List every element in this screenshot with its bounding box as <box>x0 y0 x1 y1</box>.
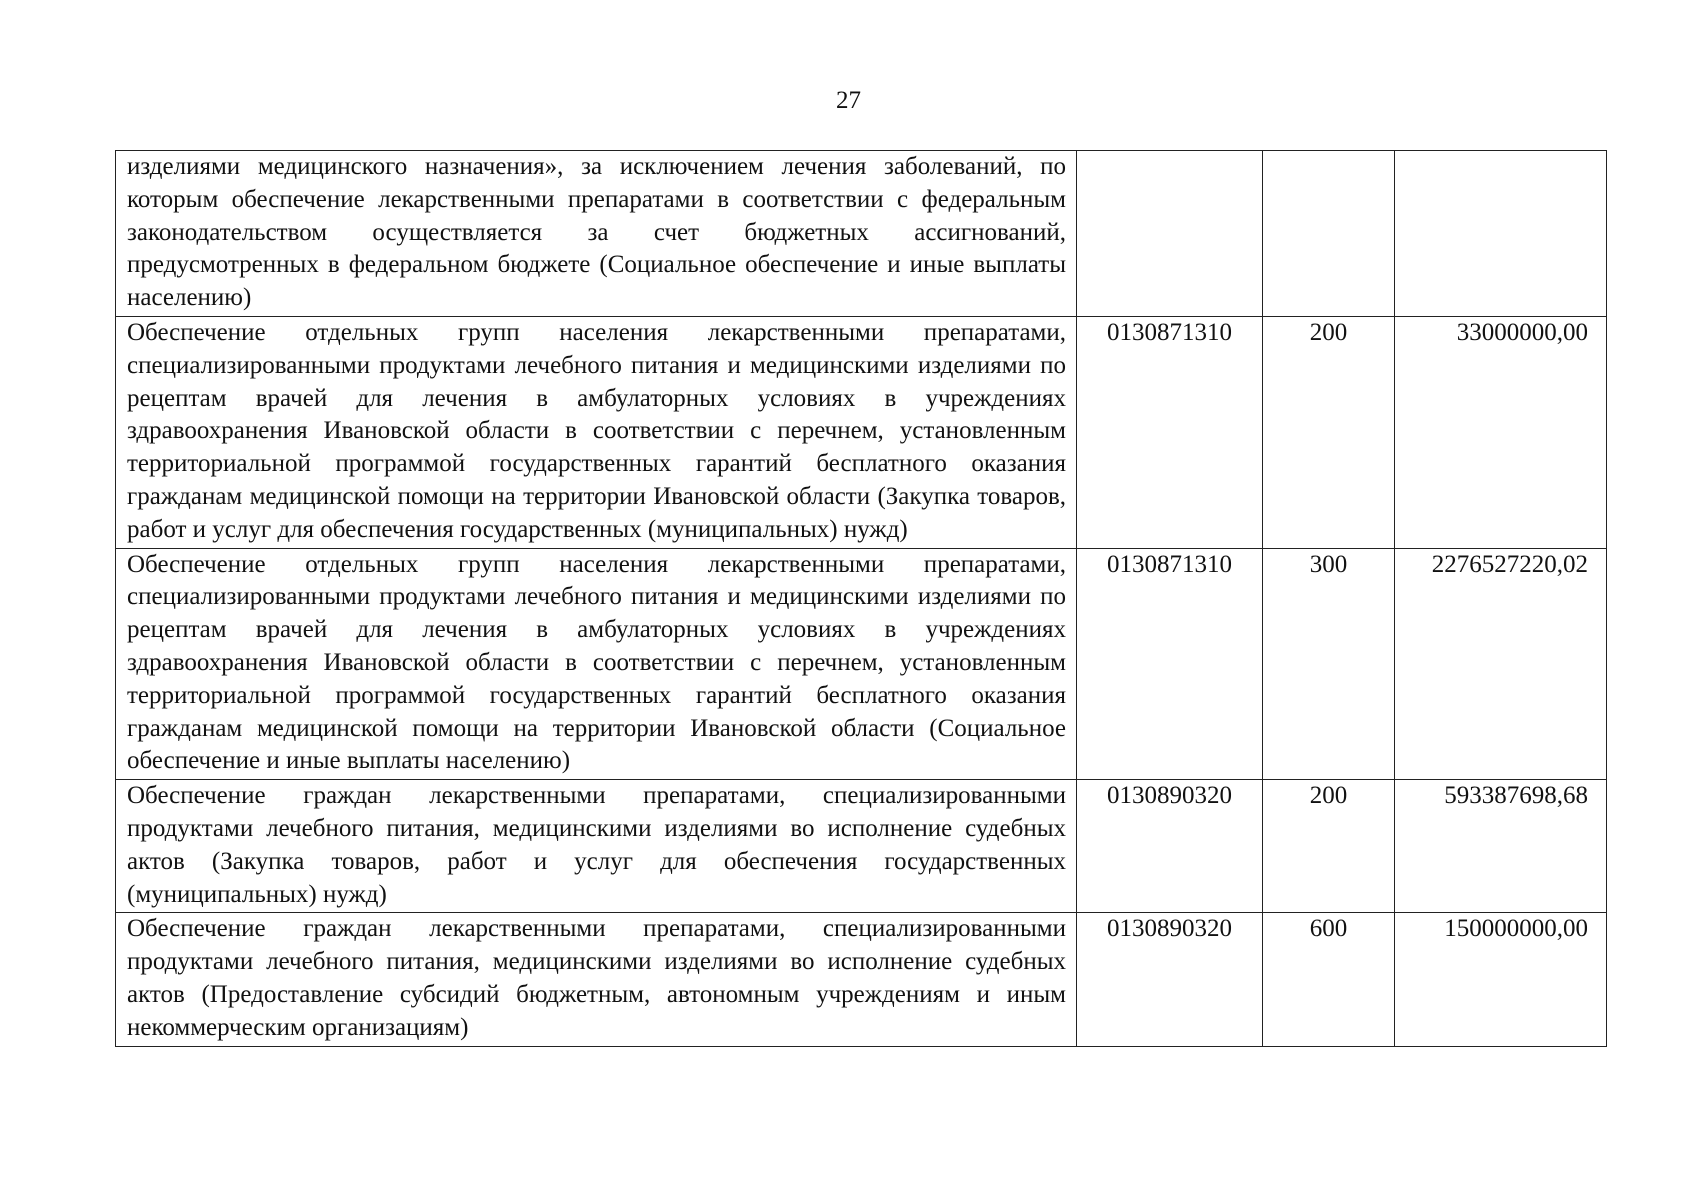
row-target-code: 0130890320 <box>1077 913 1263 1046</box>
row-amount <box>1395 151 1607 317</box>
row-amount: 593387698,68 <box>1395 780 1607 913</box>
row-expense-type: 200 <box>1263 316 1395 548</box>
row-target-code: 0130871310 <box>1077 548 1263 780</box>
row-description: Обеспечение отдельных групп населения лекарственными препаратами, специализированными продуктами лечебного питания и медицинскими изделиями по рецептам врачей для лечения в амбулаторных условиях в учреждениях здравоохранения Ивановской области в соответствии с перечнем, установленным территориальной программой государственных гарантий бесплатного оказания гражданам медицинской помощи на территории Ивановской области (Социальное обеспечение и иные выплаты населению) <box>116 548 1077 780</box>
row-target-code <box>1077 151 1263 317</box>
row-amount: 2276527220,02 <box>1395 548 1607 780</box>
row-expense-type: 300 <box>1263 548 1395 780</box>
row-expense-type <box>1263 151 1395 317</box>
row-description: Обеспечение отдельных групп населения лекарственными препаратами, специализированными продуктами лечебного питания и медицинскими изделиями по рецептам врачей для лечения в амбулаторных условиях в учреждениях здравоохранения Ивановской области в соответствии с перечнем, установленным территориальной программой государственных гарантий бесплатного оказания гражданам медицинской помощи на территории Ивановской области (Закупка товаров, работ и услуг для обеспечения государственных (муниципальных) нужд) <box>116 316 1077 548</box>
row-target-code: 0130871310 <box>1077 316 1263 548</box>
row-expense-type: 200 <box>1263 780 1395 913</box>
table-row <box>116 151 1607 317</box>
row-amount: 150000000,00 <box>1395 913 1607 1046</box>
row-description: Обеспечение граждан лекарственными препаратами, специализированными продуктами лечебного питания, медицинскими изделиями во исполнение судебных актов (Закупка товаров, работ и услуг для обеспечения государственных (муниципальных) нужд) <box>116 780 1077 913</box>
row-target-code: 0130890320 <box>1077 780 1263 913</box>
table-row <box>116 548 1607 780</box>
table-row <box>116 780 1607 913</box>
row-expense-type: 600 <box>1263 913 1395 1046</box>
row-amount: 33000000,00 <box>1395 316 1607 548</box>
page-number: 27 <box>836 87 861 114</box>
table-row <box>116 913 1607 1046</box>
table-row <box>116 316 1607 548</box>
row-description: изделиями медицинского назначения», за исключением лечения заболеваний, по которым обеспечение лекарственными препаратами в соответствии с федеральным законодательством осуществляется за счет бюджетных ассигнований, предусмотренных в федеральном бюджете (Социальное обеспечение и иные выплаты населению) <box>116 151 1077 317</box>
row-description: Обеспечение граждан лекарственными препаратами, специализированными продуктами лечебного питания, медицинскими изделиями во исполнение судебных актов (Предоставление субсидий бюджетным, автономным учреждениям и иным некоммерческим организациям) <box>116 913 1077 1046</box>
budget-table <box>115 150 1607 1047</box>
